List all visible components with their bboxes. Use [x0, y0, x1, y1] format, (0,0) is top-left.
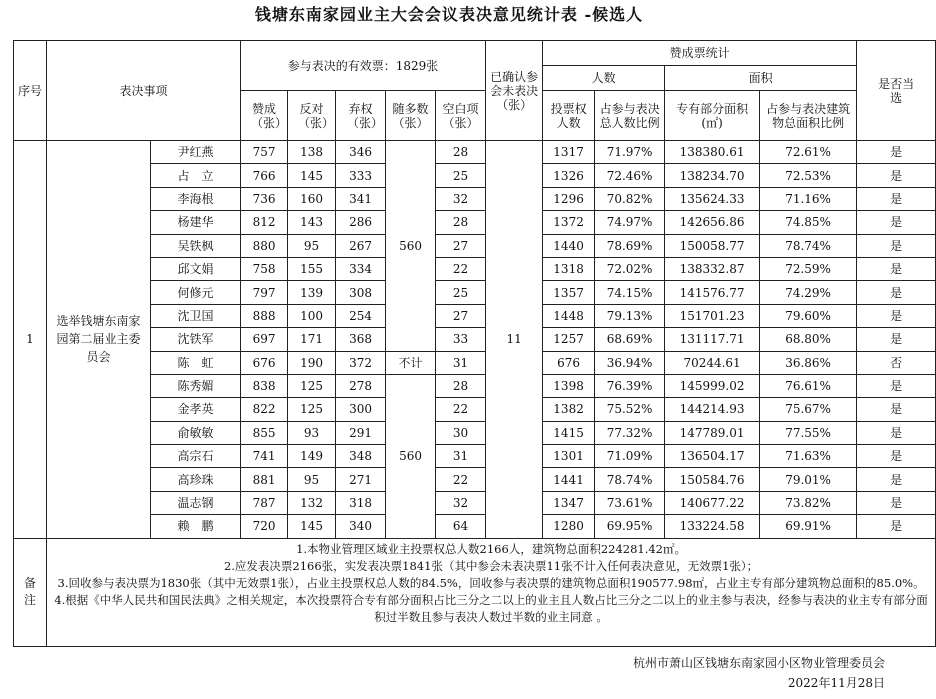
favor-count: 838	[241, 374, 288, 397]
oppose-count: 145	[288, 164, 336, 187]
col-area-ratio: 占参与表决建筑物总面积比例	[760, 91, 857, 141]
blank-count: 25	[436, 281, 486, 304]
favor-count: 855	[241, 421, 288, 444]
vote-persons: 676	[543, 351, 595, 374]
blank-count: 22	[436, 398, 486, 421]
area-value: 138332.87	[665, 257, 760, 280]
candidate-name: 高宗石	[151, 445, 241, 468]
oppose-count: 138	[288, 141, 336, 164]
oppose-count: 145	[288, 515, 336, 538]
page-title: 钱塘东南家园业主大会会议表决意见统计表 -候选人	[254, 5, 644, 24]
abstain-count: 308	[336, 281, 386, 304]
elected-flag: 是	[857, 445, 936, 468]
item-desc: 选举钱塘东南家园第二届业主委员会	[47, 141, 151, 539]
area-value: 144214.93	[665, 398, 760, 421]
favor-count: 881	[241, 468, 288, 491]
favor-count: 741	[241, 445, 288, 468]
area-value: 147789.01	[665, 421, 760, 444]
favor-count: 736	[241, 187, 288, 210]
vote-persons: 1347	[543, 491, 595, 514]
area-ratio: 78.74%	[760, 234, 857, 257]
vote-persons: 1372	[543, 211, 595, 234]
elected-flag: 否	[857, 351, 936, 374]
item-seq: 1	[14, 141, 47, 539]
majority-count-a: 560	[386, 141, 436, 352]
elected-flag: 是	[857, 515, 936, 538]
favor-count: 797	[241, 281, 288, 304]
area-ratio: 36.86%	[760, 351, 857, 374]
elected-flag: 是	[857, 141, 936, 164]
person-ratio: 74.97%	[595, 211, 665, 234]
area-value: 142656.86	[665, 211, 760, 234]
area-value: 140677.22	[665, 491, 760, 514]
person-ratio: 77.32%	[595, 421, 665, 444]
candidate-name: 杨建华	[151, 211, 241, 234]
abstain-count: 333	[336, 164, 386, 187]
candidate-name: 沈铁军	[151, 328, 241, 351]
blank-count: 28	[436, 141, 486, 164]
candidate-name: 陈秀媚	[151, 374, 241, 397]
area-ratio: 72.59%	[760, 257, 857, 280]
area-value: 138380.61	[665, 141, 760, 164]
person-ratio: 79.13%	[595, 304, 665, 327]
vote-persons: 1296	[543, 187, 595, 210]
oppose-count: 155	[288, 257, 336, 280]
favor-count: 812	[241, 211, 288, 234]
area-ratio: 71.16%	[760, 187, 857, 210]
header-item: 表决事项	[47, 41, 241, 141]
blank-count: 31	[436, 351, 486, 374]
vote-persons: 1301	[543, 445, 595, 468]
area-value: 70244.61	[665, 351, 760, 374]
oppose-count: 93	[288, 421, 336, 444]
candidate-name: 邱文娟	[151, 257, 241, 280]
favor-count: 757	[241, 141, 288, 164]
abstain-count: 318	[336, 491, 386, 514]
candidate-name: 俞敏敏	[151, 421, 241, 444]
vote-persons: 1441	[543, 468, 595, 491]
footer-org: 杭州市萧山区钱塘东南家园小区物业管理委员会	[632, 656, 885, 670]
candidate-name: 赖 鹏	[151, 515, 241, 538]
abstain-count: 372	[336, 351, 386, 374]
person-ratio: 73.61%	[595, 491, 665, 514]
notes-content	[47, 538, 936, 646]
area-ratio: 73.82%	[760, 491, 857, 514]
area-value: 133224.58	[665, 515, 760, 538]
header-elected: 是否当选	[857, 41, 936, 141]
oppose-count: 171	[288, 328, 336, 351]
blank-count: 33	[436, 328, 486, 351]
elected-flag: 是	[857, 374, 936, 397]
blank-count: 28	[436, 211, 486, 234]
person-ratio: 68.69%	[595, 328, 665, 351]
blank-count: 30	[436, 421, 486, 444]
elected-flag: 是	[857, 164, 936, 187]
blank-count: 22	[436, 468, 486, 491]
col-oppose: 反对（张）	[288, 91, 336, 141]
candidate-name: 占 立	[151, 164, 241, 187]
abstain-count: 271	[336, 468, 386, 491]
favor-count: 880	[241, 234, 288, 257]
elected-flag: 是	[857, 234, 936, 257]
oppose-count: 125	[288, 398, 336, 421]
vote-persons: 1382	[543, 398, 595, 421]
area-ratio: 69.91%	[760, 515, 857, 538]
col-area: 专有部分面积(㎡)	[665, 91, 760, 141]
vote-persons: 1257	[543, 328, 595, 351]
blank-count: 27	[436, 304, 486, 327]
elected-flag: 是	[857, 304, 936, 327]
elected-flag: 是	[857, 468, 936, 491]
elected-flag: 是	[857, 211, 936, 234]
vote-persons: 1440	[543, 234, 595, 257]
abstain-count: 300	[336, 398, 386, 421]
header-persons: 人数	[543, 66, 665, 91]
oppose-count: 143	[288, 211, 336, 234]
col-person-ratio: 占参与表决总人数比例	[595, 91, 665, 141]
area-ratio: 75.67%	[760, 398, 857, 421]
note-line: 2.应发表决票2166张，实发表决票1841张（其中参会未表决票11张不计入任何表决意见，无效票1张）；	[223, 558, 759, 573]
vote-persons: 1318	[543, 257, 595, 280]
abstain-count: 291	[336, 421, 386, 444]
area-ratio: 79.60%	[760, 304, 857, 327]
area-ratio: 79.01%	[760, 468, 857, 491]
area-value: 135624.33	[665, 187, 760, 210]
candidate-name: 金孝英	[151, 398, 241, 421]
footer-date: 2022年11月28日	[787, 676, 885, 690]
area-ratio: 74.85%	[760, 211, 857, 234]
oppose-count: 125	[288, 374, 336, 397]
col-favor: 赞成（张）	[241, 91, 288, 141]
favor-count: 787	[241, 491, 288, 514]
person-ratio: 75.52%	[595, 398, 665, 421]
col-abstain: 弃权（张）	[336, 91, 386, 141]
candidate-name: 高珍珠	[151, 468, 241, 491]
candidate-name: 吴铁枫	[151, 234, 241, 257]
area-ratio: 76.61%	[760, 374, 857, 397]
area-ratio: 71.63%	[760, 445, 857, 468]
abstain-count: 348	[336, 445, 386, 468]
abstain-count: 346	[336, 141, 386, 164]
elected-flag: 是	[857, 398, 936, 421]
favor-count: 720	[241, 515, 288, 538]
vote-persons: 1280	[543, 515, 595, 538]
blank-count: 27	[436, 234, 486, 257]
abstain-count: 254	[336, 304, 386, 327]
oppose-count: 190	[288, 351, 336, 374]
oppose-count: 160	[288, 187, 336, 210]
area-value: 141576.77	[665, 281, 760, 304]
header-confirmed-absent: 已确认参会未表决（张）	[486, 41, 543, 141]
majority-count-c: 560	[386, 374, 436, 538]
area-value: 131117.71	[665, 328, 760, 351]
header-area: 面积	[665, 66, 857, 91]
area-ratio: 77.55%	[760, 421, 857, 444]
majority-count-b: 不计	[386, 351, 436, 374]
col-majority: 随多数（张）	[386, 91, 436, 141]
area-value: 150058.77	[665, 234, 760, 257]
person-ratio: 72.46%	[595, 164, 665, 187]
note-line: 3.回收参与表决票为1830张（其中无效票1张），占业主投票权总人数的84.5%，回收参与表决票的建筑物总面积190577.98㎡，占业主专有部分建筑物总面积的85.0%。	[57, 575, 925, 590]
person-ratio: 74.15%	[595, 281, 665, 304]
person-ratio: 69.95%	[595, 515, 665, 538]
elected-flag: 是	[857, 257, 936, 280]
favor-count: 822	[241, 398, 288, 421]
area-ratio: 68.80%	[760, 328, 857, 351]
notes-label: 备注	[14, 538, 47, 646]
favor-count: 766	[241, 164, 288, 187]
elected-flag: 是	[857, 491, 936, 514]
area-value: 136504.17	[665, 445, 760, 468]
oppose-count: 149	[288, 445, 336, 468]
vote-statistics-table	[13, 40, 936, 647]
oppose-count: 132	[288, 491, 336, 514]
candidate-name: 沈卫国	[151, 304, 241, 327]
abstain-count: 340	[336, 515, 386, 538]
favor-count: 758	[241, 257, 288, 280]
blank-count: 28	[436, 374, 486, 397]
blank-count: 32	[436, 491, 486, 514]
vote-persons: 1448	[543, 304, 595, 327]
elected-flag: 是	[857, 421, 936, 444]
vote-persons: 1357	[543, 281, 595, 304]
blank-count: 22	[436, 257, 486, 280]
person-ratio: 78.74%	[595, 468, 665, 491]
blank-count: 32	[436, 187, 486, 210]
person-ratio: 71.97%	[595, 141, 665, 164]
col-blank: 空白项（张）	[436, 91, 486, 141]
oppose-count: 95	[288, 234, 336, 257]
elected-flag: 是	[857, 281, 936, 304]
person-ratio: 76.39%	[595, 374, 665, 397]
area-value: 150584.76	[665, 468, 760, 491]
area-ratio: 72.61%	[760, 141, 857, 164]
candidate-name: 温志钢	[151, 491, 241, 514]
abstain-count: 267	[336, 234, 386, 257]
person-ratio: 70.82%	[595, 187, 665, 210]
area-value: 151701.23	[665, 304, 760, 327]
confirmed-absent-count: 11	[486, 141, 543, 539]
person-ratio: 78.69%	[595, 234, 665, 257]
favor-count: 697	[241, 328, 288, 351]
abstain-count: 368	[336, 328, 386, 351]
oppose-count: 100	[288, 304, 336, 327]
elected-flag: 是	[857, 328, 936, 351]
note-line: 4.根据《中华人民共和国民法典》之相关规定，本次投票符合专有部分面积占比三分之二以上的业主且人数占比三分之二以上的业主参与表决，经参与表决的业主专有部分面积过半数且参与表决人数过半数的业主同意 。	[54, 592, 928, 624]
oppose-count: 95	[288, 468, 336, 491]
blank-count: 25	[436, 164, 486, 187]
area-value: 138234.70	[665, 164, 760, 187]
candidate-name: 陈 虹	[151, 351, 241, 374]
favor-count: 676	[241, 351, 288, 374]
blank-count: 31	[436, 445, 486, 468]
person-ratio: 72.02%	[595, 257, 665, 280]
abstain-count: 341	[336, 187, 386, 210]
oppose-count: 139	[288, 281, 336, 304]
person-ratio: 36.94%	[595, 351, 665, 374]
blank-count: 64	[436, 515, 486, 538]
header-favor-stats: 赞成票统计	[543, 41, 857, 66]
vote-persons: 1415	[543, 421, 595, 444]
abstain-count: 286	[336, 211, 386, 234]
candidate-name: 李海根	[151, 187, 241, 210]
elected-flag: 是	[857, 187, 936, 210]
col-vote-persons: 投票权人数	[543, 91, 595, 141]
area-ratio: 72.53%	[760, 164, 857, 187]
abstain-count: 334	[336, 257, 386, 280]
candidate-name: 何修元	[151, 281, 241, 304]
area-value: 145999.02	[665, 374, 760, 397]
favor-count: 888	[241, 304, 288, 327]
person-ratio: 71.09%	[595, 445, 665, 468]
abstain-count: 278	[336, 374, 386, 397]
candidate-name: 尹红燕	[151, 141, 241, 164]
area-ratio: 74.29%	[760, 281, 857, 304]
header-valid-votes: 参与表决的有效票：1829张	[241, 41, 486, 91]
vote-persons: 1398	[543, 374, 595, 397]
note-line: 1.本物业管理区域业主投票权总人数2166人，建筑物总面积224281.42㎡。	[296, 541, 687, 556]
vote-persons: 1317	[543, 141, 595, 164]
vote-persons: 1326	[543, 164, 595, 187]
header-seq: 序号	[14, 41, 47, 141]
